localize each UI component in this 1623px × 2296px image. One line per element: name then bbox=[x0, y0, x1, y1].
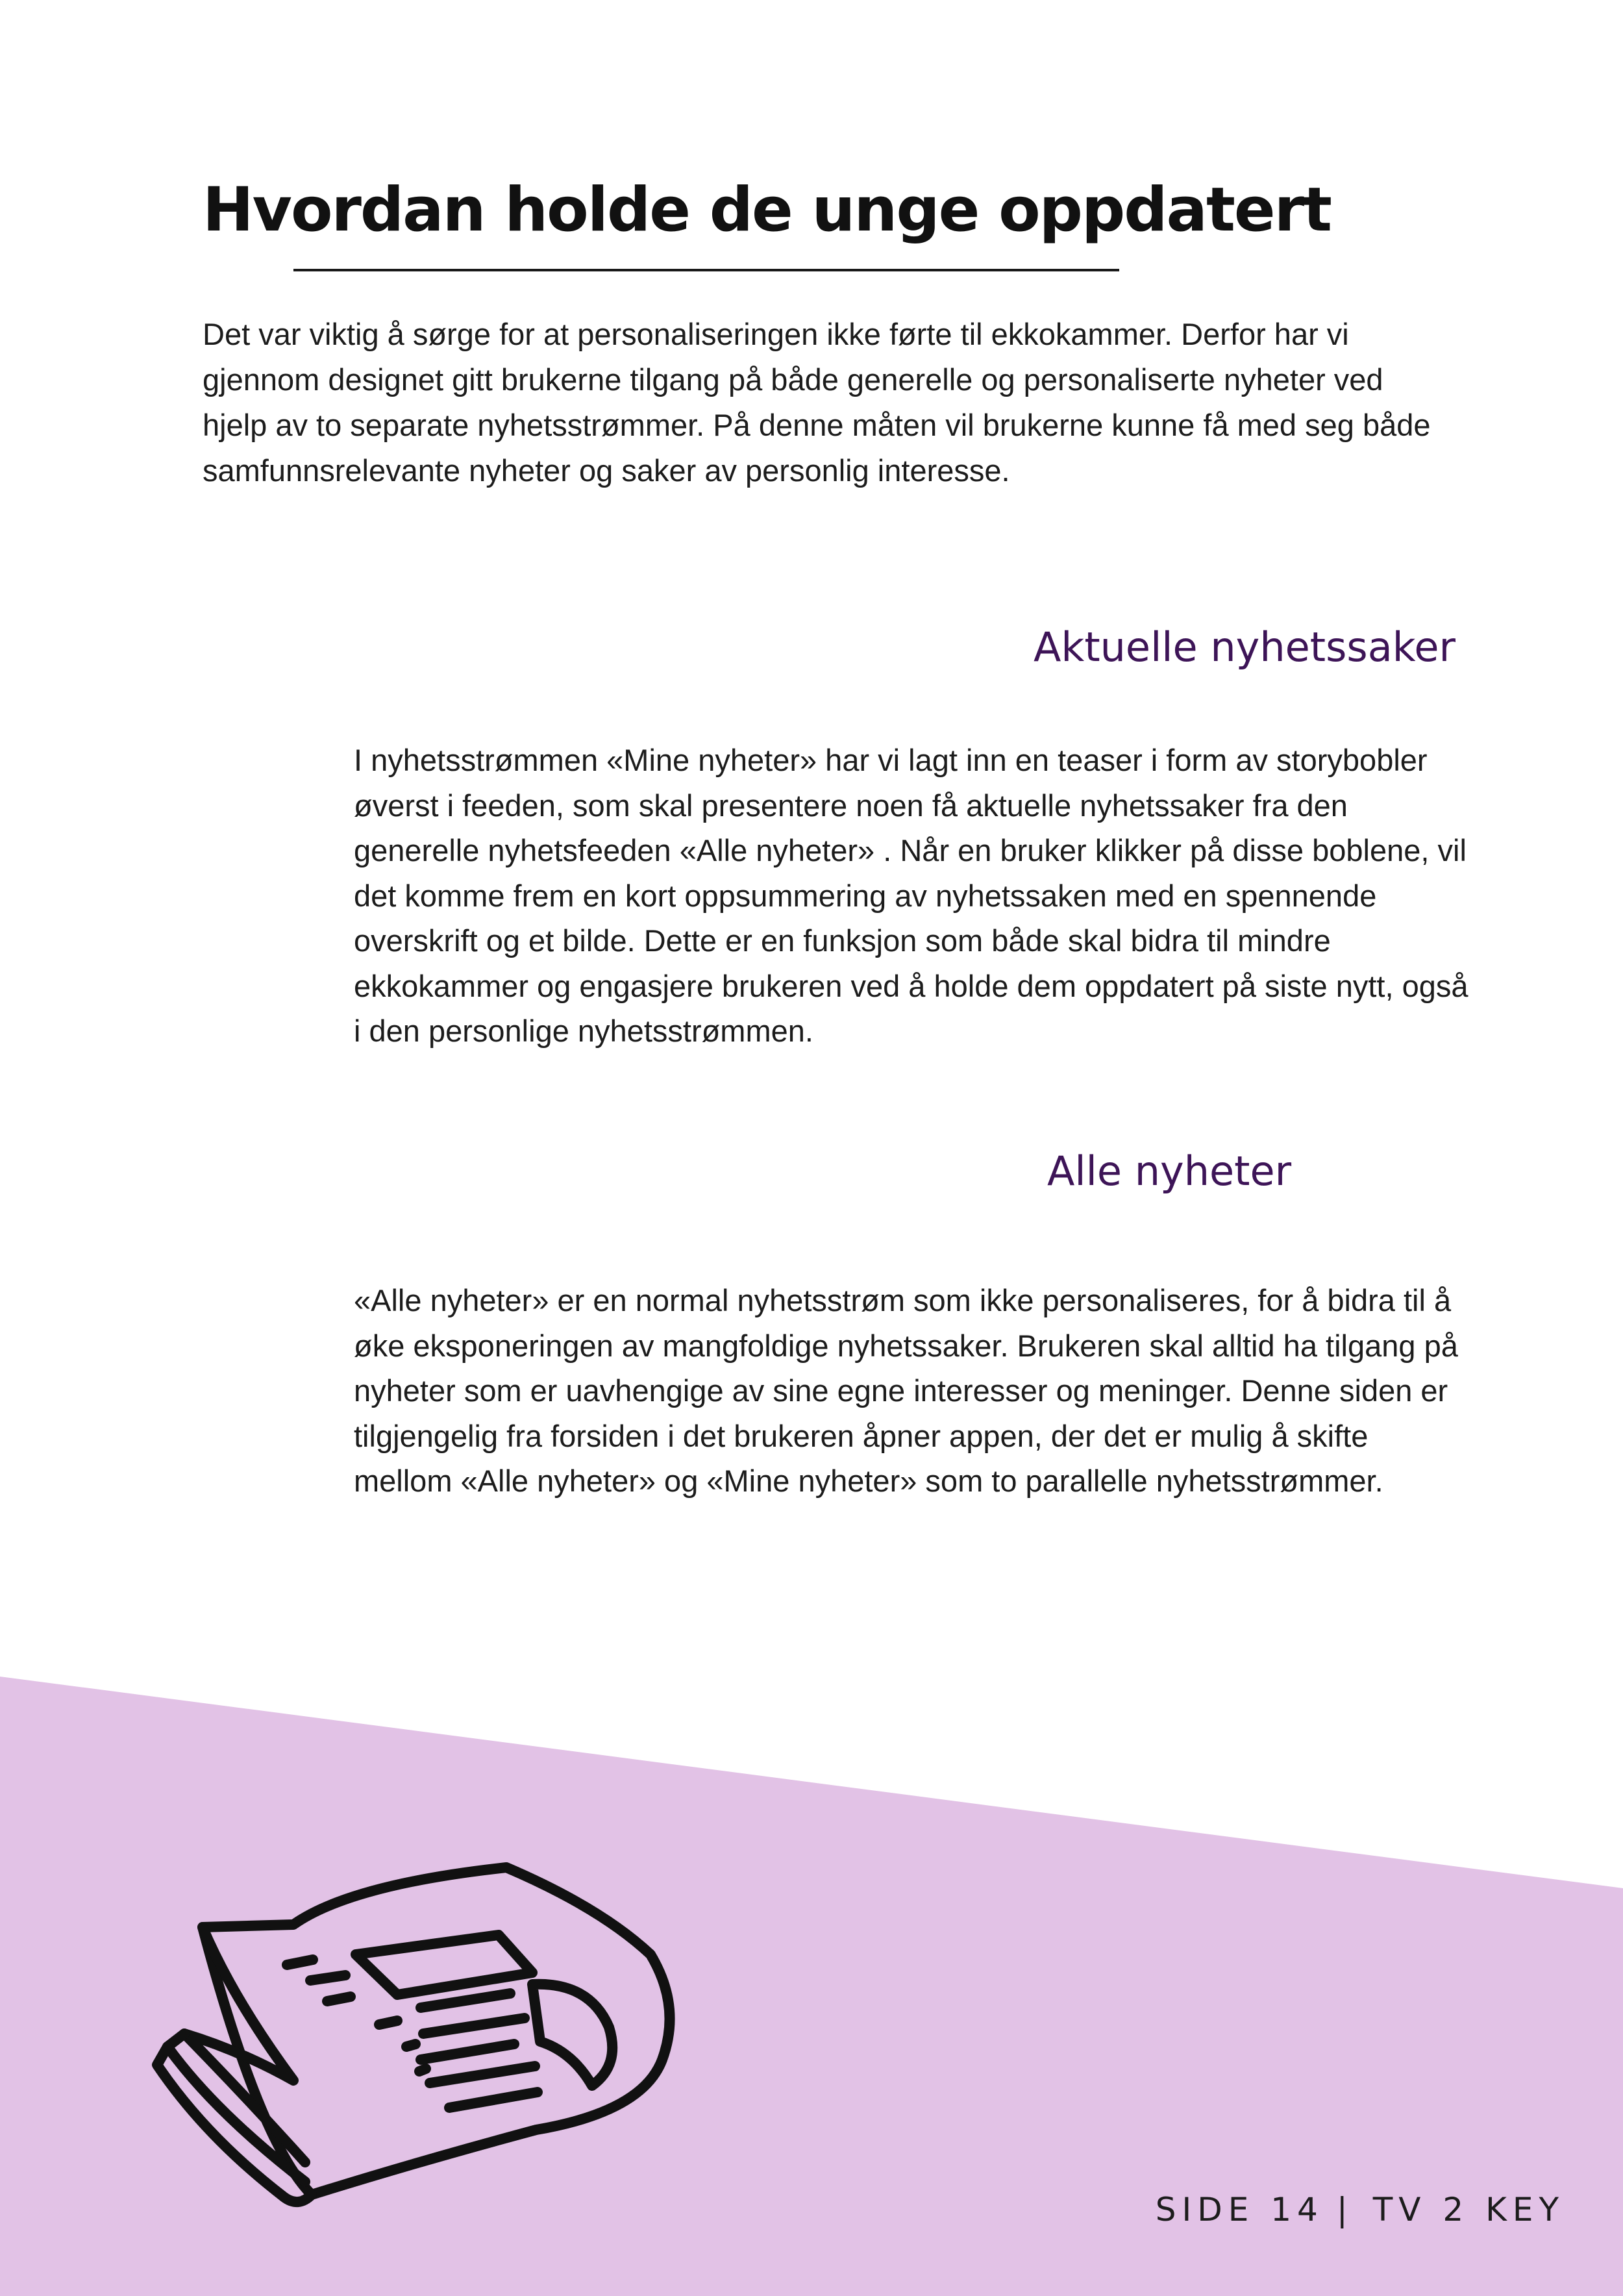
publication-name: TV 2 KEY bbox=[1372, 2191, 1565, 2228]
intro-paragraph: Det var viktig å sørge for at personaliseringen ikke førte til ekkokammer. Derfor har vi gjennom designet gitt brukerne tilgang på både generelle og personaliserte nyheter ved hjelp av to separate nyhetsstrømmer. På denne måten vil brukerne kunne få med seg både samfunnsrelevante nyheter og saker av personlig interesse. bbox=[203, 317, 1431, 488]
footer-page-label bbox=[1156, 2191, 1565, 2228]
page-number: SIDE 14 bbox=[1155, 2191, 1324, 2228]
footer-separator: | bbox=[1336, 2191, 1354, 2228]
section-heading-aktuelle-nyhetssaker: Aktuelle nyhetssaker bbox=[1034, 623, 1456, 671]
page-title: Hvordan holde de unge oppdatert bbox=[203, 175, 1331, 245]
section-heading-alle-nyheter: Alle nyheter bbox=[1047, 1147, 1292, 1195]
section-body-alle-nyheter: «Alle nyheter» er en normal nyhetsstrøm som ikke personaliseres, for å bidra til å øke eksponeringen av mangfoldige nyhetssaker. Brukeren skal alltid ha tilgang på nyheter som er uavhengige av sine egne interesser og meninger. Denne siden er tilgjengelig fra forsiden i det brukeren åpner appen, der det er mulig å skifte mellom «Alle nyheter» og «Mine nyheter» som to parallelle nyhetsstrømmer. bbox=[354, 1283, 1458, 1498]
title-underline bbox=[293, 269, 1119, 271]
newspaper-icon bbox=[143, 1857, 675, 2208]
section-body-aktuelle-nyhetssaker: I nyhetsstrømmen «Mine nyheter» har vi lagt inn en teaser i form av storybobler øverst i feeden, som skal presentere noen få aktuelle nyhetssaker fra den generelle nyhetsfeeden «Alle nyheter» . Når en bruker klikker på disse boblene, vil det komme frem en kort oppsummering av nyhetssaken med en spennende overskrift og et bilde. Dette er en funksjon som både skal bidra til mindre ekkokammer og engasjere brukeren ved å holde dem oppdatert på siste nytt, også i den personlige nyhetsstrømmen. bbox=[354, 743, 1468, 1048]
